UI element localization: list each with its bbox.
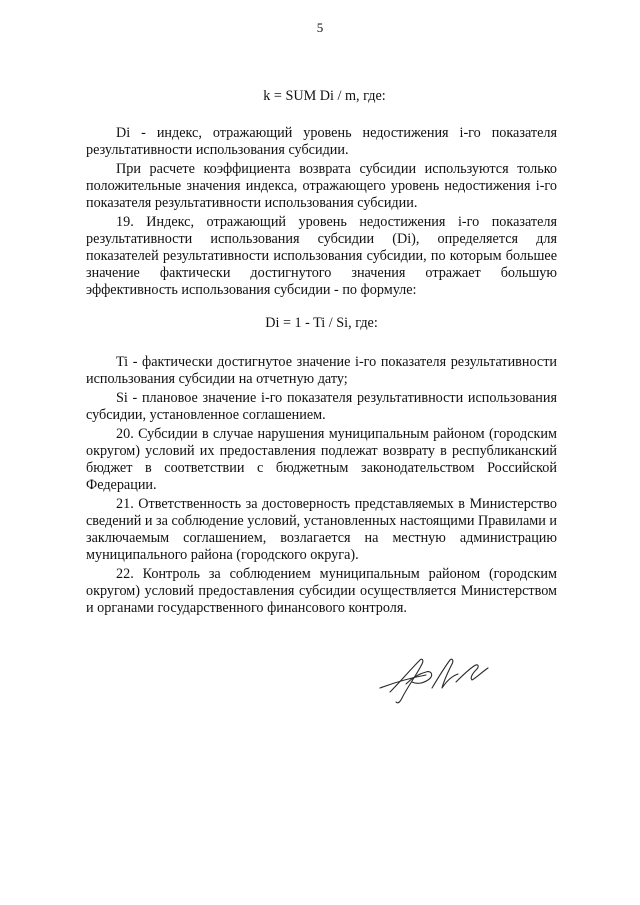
formula-k: k = SUM Di / m, где: [263,88,386,104]
page-number: 5 [316,20,324,35]
paragraph-20: 20. Субсидии в случае нарушения муниципальным районом (городским округом) условий их предоставления подлежат возврату в республиканский бюджет в соответствии с бюджетным законодательством Российской Федерации. [86,426,557,493]
paragraph-ti-definition: Ti - фактически достигнутое значение i-го показателя результативности использования субсидии на отчетную дату; [86,354,557,387]
paragraph-positive-values: При расчете коэффициента возврата субсидии используются только положительные значения индекса, отражающего уровень недостижения i-го показателя результативности использования субсидии. [86,161,557,211]
paragraph-21: 21. Ответственность за достоверность представляемых в Министерство сведений и за соблюдение условий, установленных настоящими Правилами и заключаемым соглашением, возлагается на местную администрацию муниципального района (городского округа). [86,496,557,563]
handwritten-signature [376,648,496,708]
paragraph-si-definition: Si - плановое значение i-го показателя результативности использования субсидии, установленное соглашением. [86,390,557,423]
paragraph-19: 19. Индекс, отражающий уровень недостижения i-го показателя результативности использования субсидии (Di), определяется для показателей результативности использования субсидии, по которым большее значение фактически достигнутого значения отражает большую эффективность использования субсидии - по формуле: [86,214,557,298]
formula-di: Di = 1 - Ti / Si, где: [265,315,378,331]
paragraph-di-definition: Di - индекс, отражающий уровень недостижения i-го показателя результативности использования субсидии. [86,125,557,158]
document-body [86,88,557,619]
paragraph-22: 22. Контроль за соблюдением муниципальным районом (городским округом) условий предоставления субсидии осуществляется Министерством и органами государственного финансового контроля. [86,566,557,616]
